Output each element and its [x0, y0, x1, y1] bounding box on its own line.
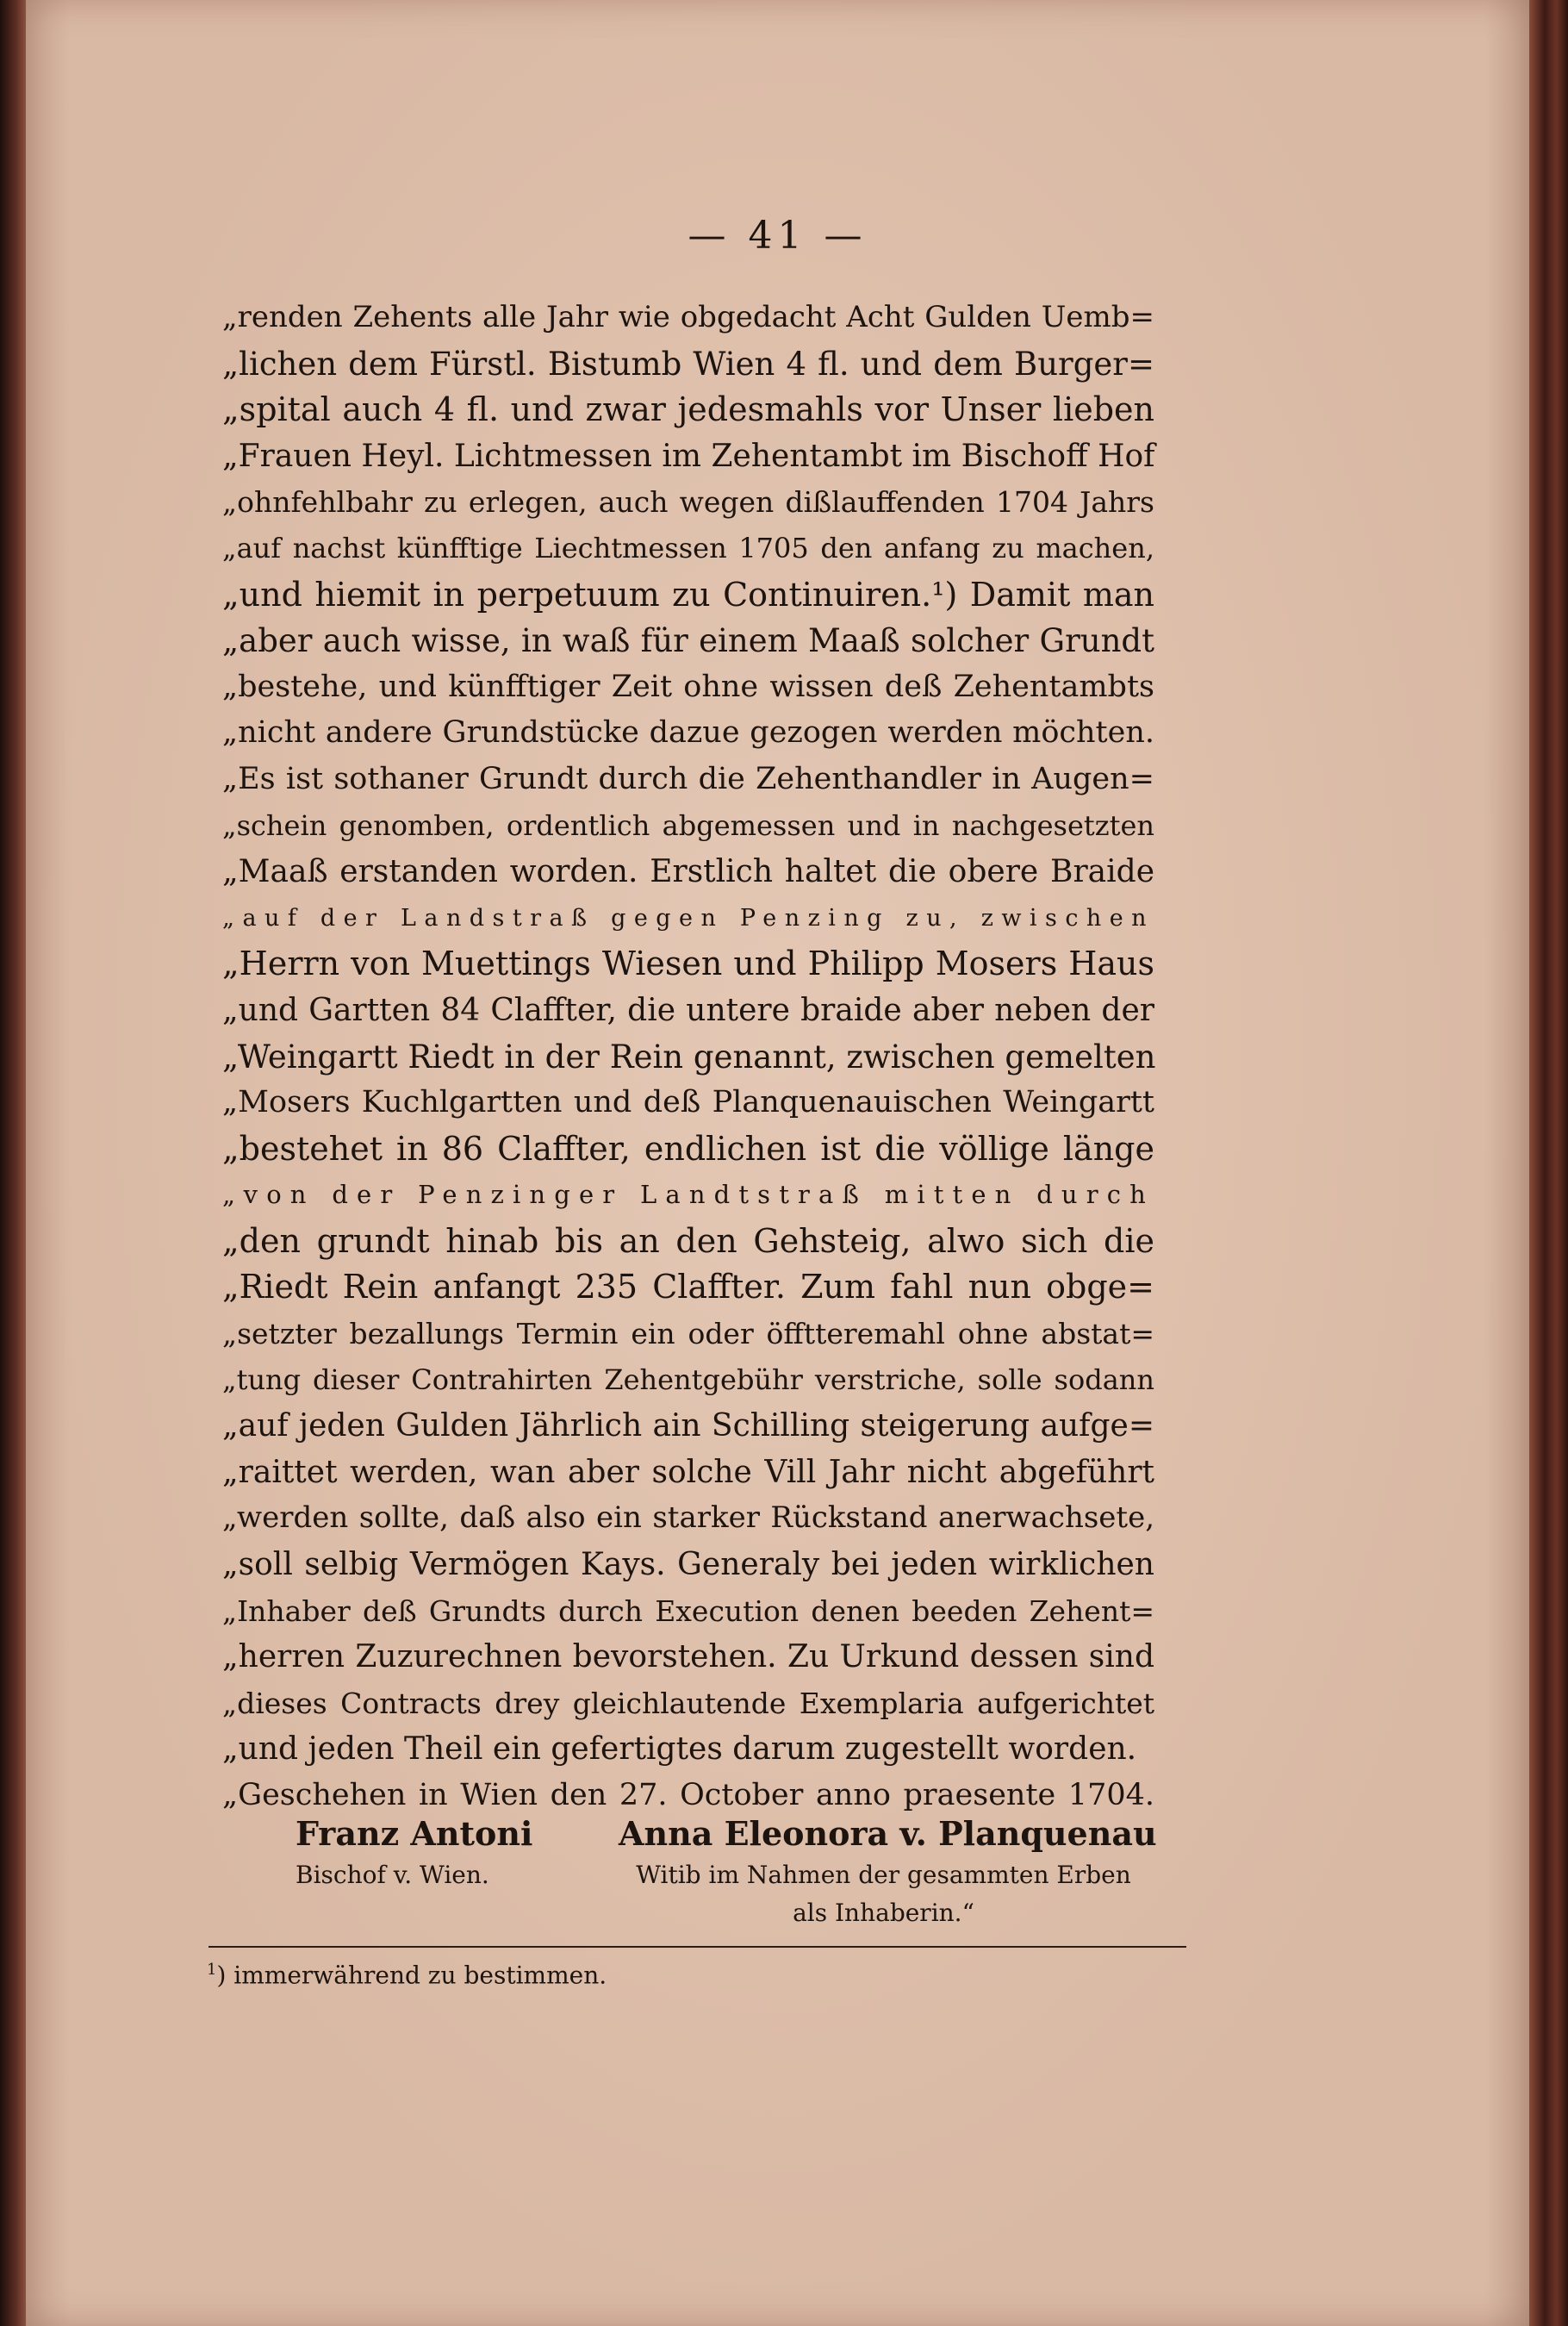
text-line: „herren Zuzurechnen bevorstehen. Zu Urkund dessen sind — [222, 1639, 1154, 1675]
signature-title: Bischof v. Wien. — [296, 1861, 489, 1889]
text-line: „Riedt Rein anfangt 235 Claffter. Zum fahl nun obge= — [222, 1268, 1154, 1306]
text-line: „soll selbig Vermögen Kays. Generaly bei jeden wirklichen — [222, 1547, 1154, 1583]
footnote — [207, 1961, 607, 1989]
signature-title: Witib im Nahmen der gesammten Erben — [636, 1861, 1131, 1889]
text-line: „Weingartt Riedt in der Rein genannt, zwischen gemelten — [222, 1038, 1156, 1076]
text-line: „und hiemit in perpetuum zu Continuiren.¹) Damit man — [222, 575, 1154, 614]
text-line: „Geschehen in Wien den 27. October anno praesente 1704. — [222, 1778, 1154, 1812]
text-line: „auf der Landstraß gegen Penzing zu, zwischen — [222, 904, 1154, 932]
signature-name: Anna Eleonora v. Planquenau — [619, 1814, 1157, 1853]
text-line: „ohnfehlbahr zu erlegen, auch wegen dißlauffenden 1704 Jahrs — [222, 485, 1154, 520]
footnote-text: ) immerwährend zu bestimmen. — [216, 1961, 607, 1990]
text-line: „auf nachst künfftige Liechtmessen 1705 den anfang zu machen, — [222, 531, 1154, 564]
signature-block — [222, 1812, 1157, 1941]
text-line: „und Gartten 84 Claffter, die untere braide aber neben der — [222, 992, 1154, 1028]
text-line: „tung dieser Contrahirten Zehentgebühr verstriche, solle sodann — [222, 1363, 1154, 1396]
text-line: „bestehet in 86 Claffter, endlichen ist die völlige länge — [222, 1129, 1154, 1168]
text-line: „nicht andere Grundstücke dazue gezogen werden möchten. — [222, 715, 1154, 751]
book-spine-left — [0, 0, 26, 2326]
text-line: „den grundt hinab bis an den Gehsteig, alwo sich die — [222, 1221, 1154, 1260]
text-line: „auf jeden Gulden Jährlich ain Schilling steigerung aufge= — [222, 1408, 1154, 1444]
text-line: „Es ist sothaner Grundt durch die Zehenthandler in Augen= — [222, 761, 1154, 796]
signature-title: als Inhaberin.“ — [793, 1899, 974, 1927]
text-line: „werden sollte, daß also ein starker Rückstand anerwachsete, — [222, 1500, 1154, 1536]
text-line: „und jeden Theil ein gefertigtes darum zugestellt worden. — [222, 1731, 1137, 1768]
book-edge-right — [1529, 0, 1568, 2326]
text-line: „raittet werden, wan aber solche Vill Jahr nicht abgeführt — [222, 1454, 1154, 1490]
text-line: „spital auch 4 fl. und zwar jedesmahls vor Unser lieben — [222, 390, 1154, 429]
text-line: „dieses Contracts drey gleichlautende Exemplaria aufgerichtet — [222, 1686, 1154, 1720]
text-line: „bestehe, und künfftiger Zeit ohne wissen deß Zehentambts — [222, 669, 1154, 704]
text-line: „Mosers Kuchlgartten und deß Planquenauischen Weingartt — [222, 1085, 1154, 1120]
text-line: „Inhaber deß Grundts durch Execution denen beeden Zehent= — [222, 1593, 1154, 1628]
text-line: „Maaß erstanden worden. Erstlich haltet die obere Braide — [222, 854, 1154, 890]
signature-bishop — [296, 1812, 533, 1894]
text-line: „schein genomben, ordentlich abgemessen und in nachgesetzten — [222, 808, 1154, 842]
body-text — [222, 295, 1154, 1819]
text-line: „Frauen Heyl. Lichtmessen im Zehentambt im Bischoff Hof — [222, 438, 1155, 474]
signature-name: Franz Antoni — [296, 1814, 533, 1853]
text-line: „von der Penzinger Landtstraß mitten durch — [222, 1180, 1154, 1210]
text-line: „renden Zehents alle Jahr wie obgedacht Acht Gulden Uemb= — [222, 300, 1154, 334]
text-line: „Herrn von Muettings Wiesen und Philipp Mosers Haus — [222, 945, 1154, 983]
page-number: — 41 — — [688, 214, 868, 258]
footnote-divider — [208, 1946, 1186, 1948]
footnote-marker: 1 — [207, 1961, 217, 1979]
signature-widow — [619, 1812, 1157, 1932]
text-line: „lichen dem Fürstl. Bistumb Wien 4 fl. und dem Burger= — [222, 345, 1154, 383]
text-line: „aber auch wisse, in waß für einem Maaß solcher Grundt — [222, 622, 1154, 660]
text-line: „setzter bezallungs Termin ein oder öfftteremahl ohne abstat= — [222, 1317, 1154, 1351]
